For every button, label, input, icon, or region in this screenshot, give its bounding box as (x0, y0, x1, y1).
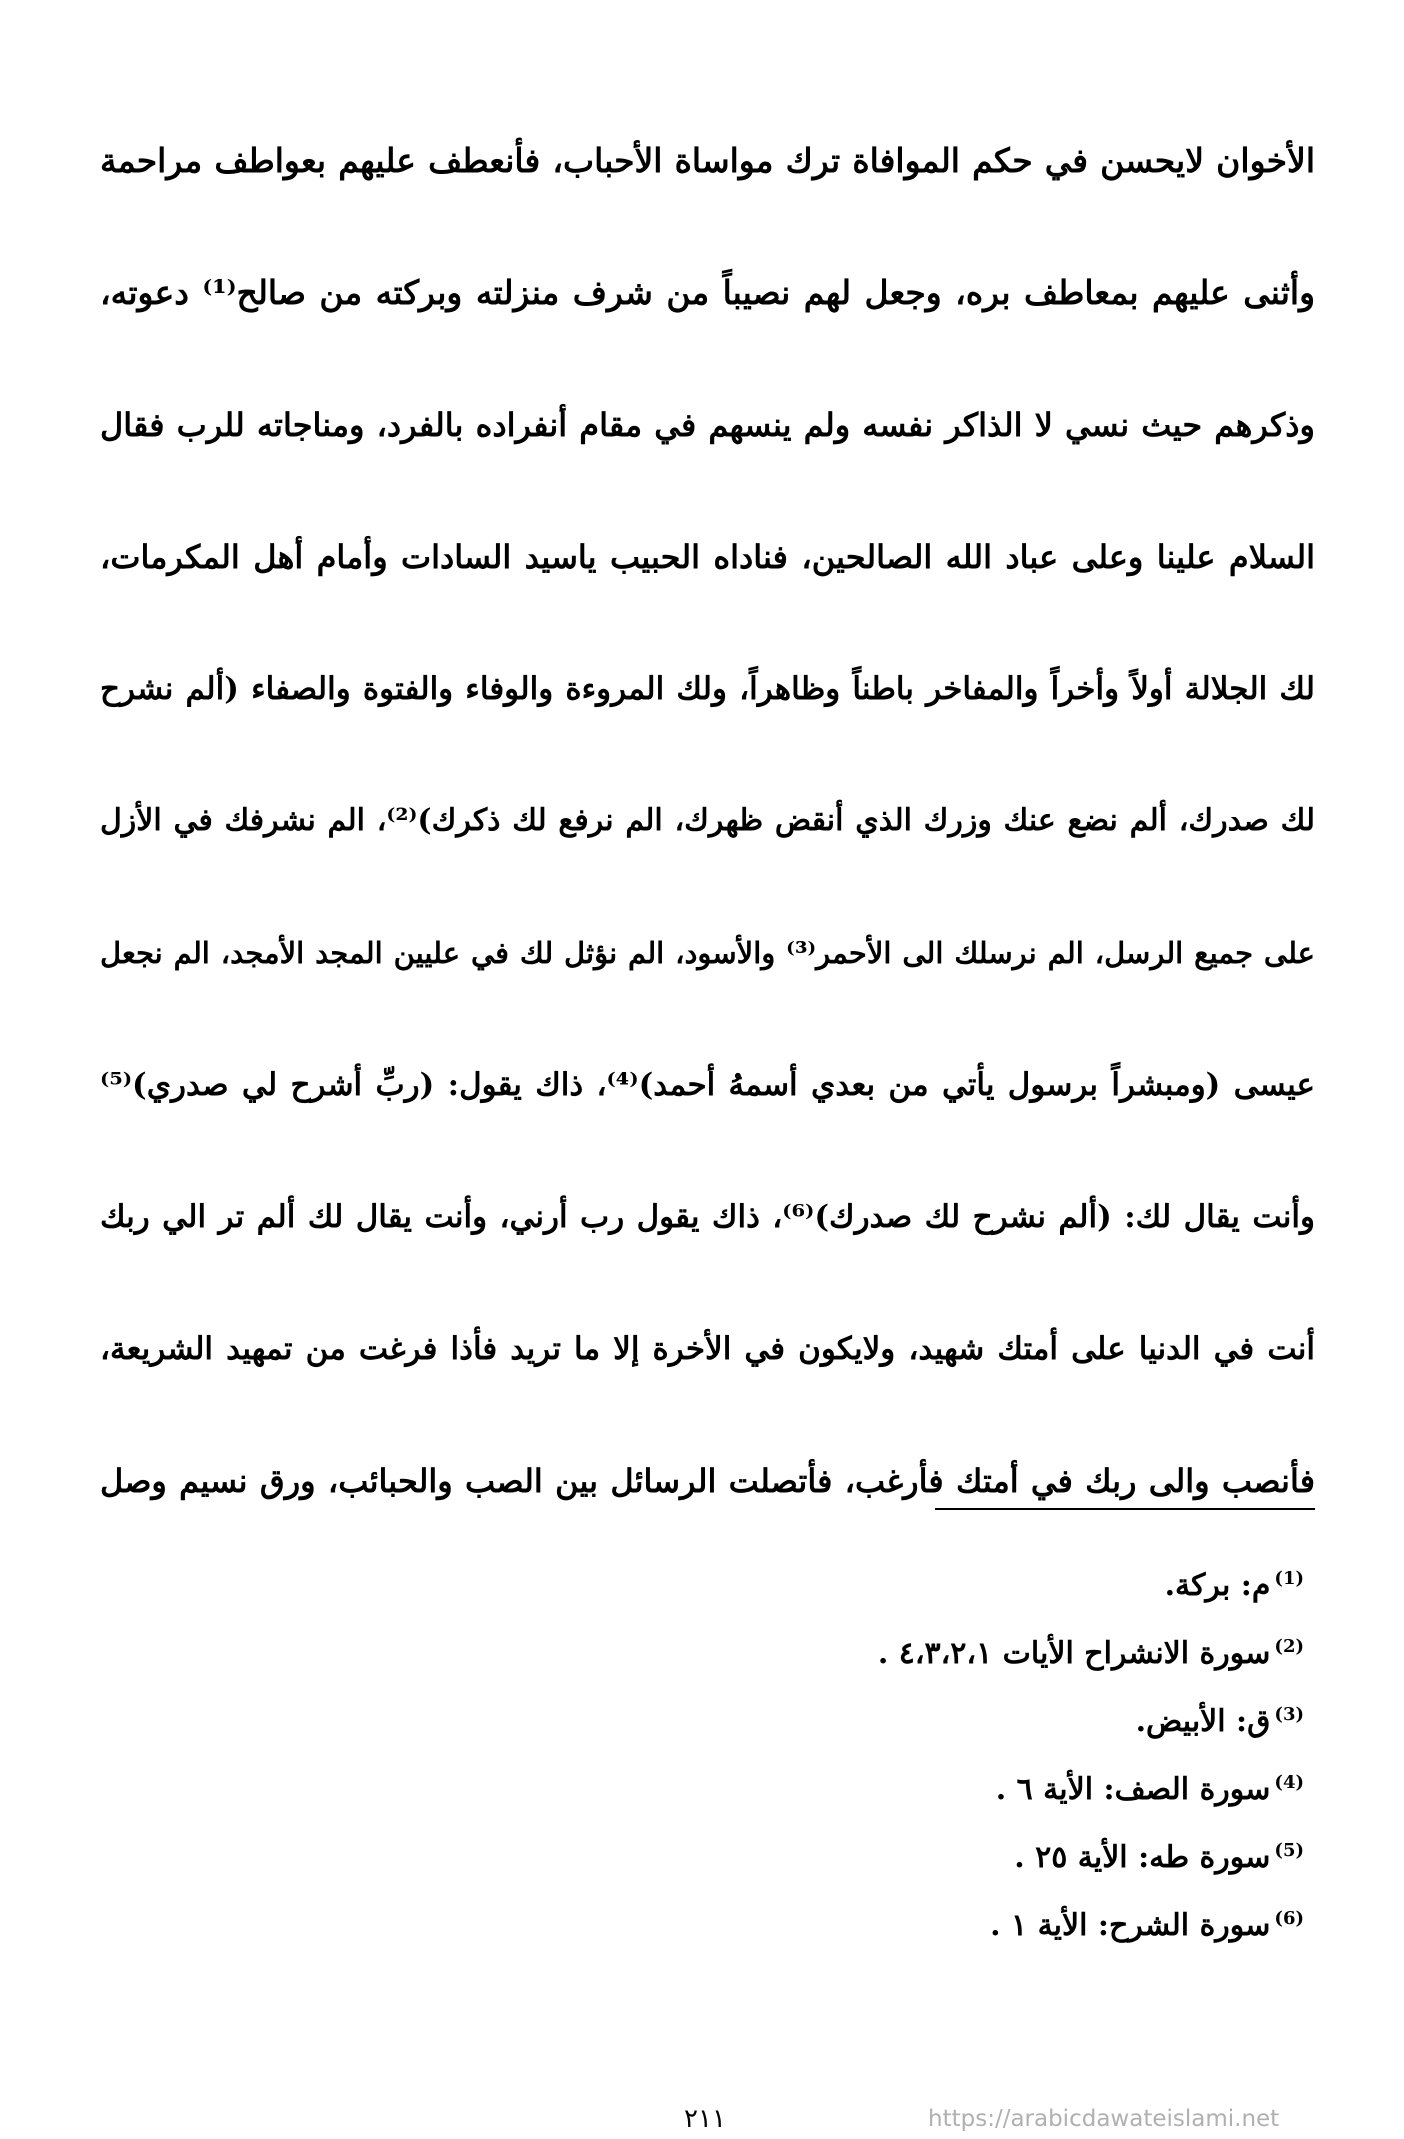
footnote-number: (2) (1274, 1636, 1304, 1657)
page-number: ٢١١ (684, 2104, 726, 2134)
footnote-item (604, 1681, 1304, 1749)
footnote-number: (5) (1274, 1840, 1304, 1861)
footnote-text: سورة الصف: الأية ٦ . (995, 1772, 1271, 1807)
footnote-number: (4) (1274, 1772, 1304, 1793)
footnote-text: م: بركة. (1164, 1568, 1271, 1603)
footnote-number: (3) (1274, 1704, 1304, 1725)
watermark-url: https://arabicdawateislami.net (928, 2106, 1280, 2132)
footnote-item (604, 1545, 1304, 1613)
footnote-text: سورة طه: الأية ٢٥ . (1014, 1840, 1271, 1875)
text-line: فأنصب والى ربك في أمتك فأرغب، فأتصلت الرسائل بين الصب والحبائب، ورق نسيم وصل (100, 1462, 1315, 1500)
text-line: وأنت يقال لك: (ألم نشرح لك صدرك)⁽⁶⁾، ذاك يقول رب أرني، وأنت يقال لك ألم تر الي ربك (100, 1199, 1315, 1235)
footnote-item (604, 1613, 1304, 1681)
text-line: لك صدرك، ألم نضع عنك وزرك الذي أنقض ظهرك، الم نرفع لك ذكرك)⁽²⁾، الم نشرفك في الأزل (100, 803, 1315, 838)
text-line: السلام علينا وعلى عباد الله الصالحين، فناداه الحبيب ياسيد السادات وأمام أهل المكرمات، (100, 538, 1315, 576)
text-line: وأثنى عليهم بمعاطف بره، وجعل لهم نصيباً من شرف منزلته وبركته من صالح⁽¹⁾ دعوته، (100, 273, 1315, 312)
main-text-block (100, 95, 1315, 1547)
footnote-item (604, 1749, 1304, 1817)
text-line: على جميع الرسل، الم نرسلك الى الأحمر⁽³⁾ والأسود، الم نؤثل لك في عليين المجد الأمجد، الم نجعل (100, 936, 1315, 970)
footnotes-block (604, 1545, 1304, 1953)
text-line: لك الجلالة أولاً وأخراً والمفاخر باطناً وظاهراً، ولك المروءة والوفاء والفتوة والصفاء (ألم نشرح (100, 671, 1315, 707)
footnote-number: (6) (1274, 1908, 1304, 1929)
footnote-item (604, 1817, 1304, 1885)
text-line: وذكرهم حيث نسي لا الذاكر نفسه ولم ينسهم في مقام أنفراده بالفرد، ومناجاته للرب فقال (100, 406, 1315, 444)
footnote-text: سورة الانشراح الأيات ٤،٣،٢،١ . (877, 1636, 1271, 1671)
footnote-number: (1) (1274, 1568, 1304, 1589)
footnote-text: ق: الأبيض. (1135, 1704, 1271, 1739)
text-line: عيسى (ومبشراً برسول يأتي من بعدي أسمهُ أحمد)⁽⁴⁾، ذاك يقول: (ربِّ أشرح لي صدري)⁽⁵⁾ (100, 1067, 1315, 1103)
text-line: الأخوان لايحسن في حكم الموافاة ترك مواساة الأحباب، فأنعطف عليهم بعواطف مراحمة (100, 141, 1315, 180)
footnote-item (604, 1885, 1304, 1953)
footnote-text: سورة الشرح: الأية ١ . (990, 1908, 1271, 1943)
footnote-separator (935, 1508, 1315, 1510)
text-line: أنت في الدنيا على أمتك شهيد، ولايكون في الأخرة إلا ما تريد فأذا فرغت من تمهيد الشريعة، (100, 1331, 1315, 1367)
